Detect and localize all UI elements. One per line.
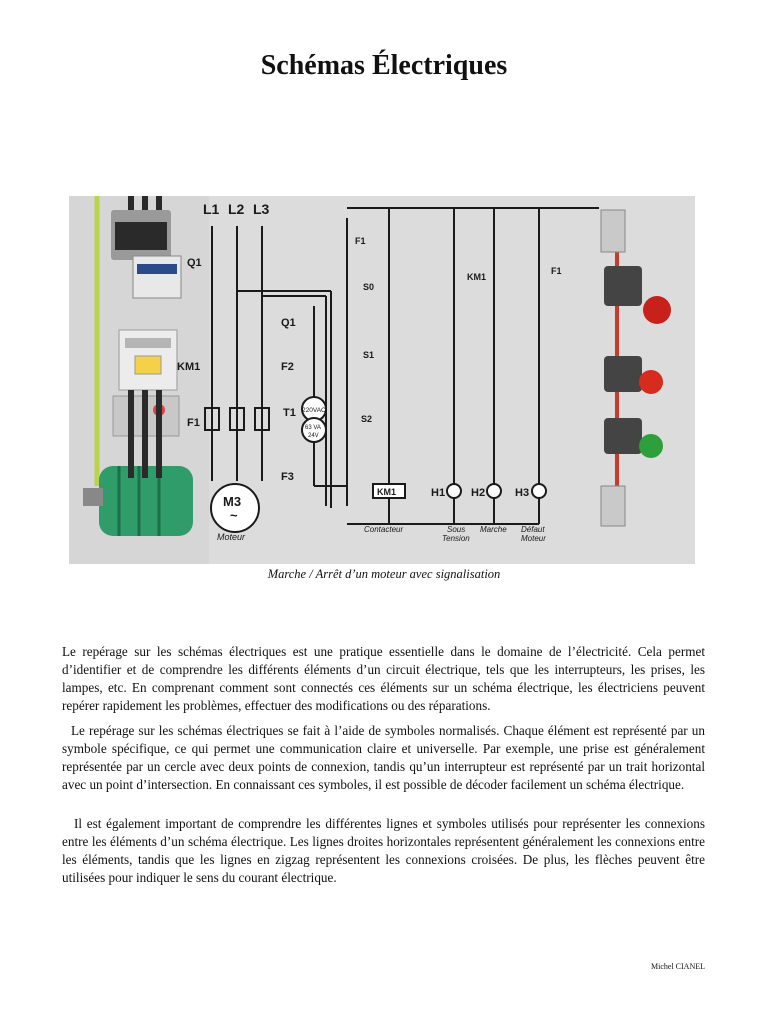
f2-label: F2 [281,361,294,373]
caption-tension: Tension [442,534,470,543]
lamp-h1-label: H1 [431,487,446,499]
wiring-diagram [69,196,695,564]
wiring-diagram-figure [69,196,695,564]
page-title: Schémas Électriques [260,50,508,81]
paragraph-1: Le repérage sur les schémas électriques est une pratique essentielle dans le domaine de l’électricité. Cela permet d’identifier et de comprendre les différents éléments d’un circuit électrique, tels que les interrupteurs, les prises, les lampes, etc. En comprenant comment sont connectés ces éléments sur un schéma électrique, les électriciens peuvent repérer rapidement les problèmes, effectuer des modifications ou des réparations. [62,644,705,713]
f3-label: F3 [281,471,294,483]
phase-label-l3: L3 [253,201,270,217]
motor-m3-label: M3 [223,494,242,509]
paragraph-2: Le repérage sur les schémas électriques se fait à l’aide de symboles normalisés. Chaque élément est représenté par un symbole spécifique, ce qui permet une communication claire et universelle. Par exemple, une prise est généralement représentée par un cercle avec deux points de connexion, tandis qu’un interrupteur est représenté par un trait horizontal avec un point d’intersection. En connaissant ces symboles, il est possible de décoder facilement un schéma électrique. [62,723,705,792]
caption-moteur: Moteur [521,534,546,543]
figure-caption: Marche / Arrêt d’un moteur avec signalisation [267,567,501,581]
transformer-primary-label: 220VAC [302,407,326,414]
caption-marche: Marche [480,525,507,534]
motor-tilde-label: ~ [230,508,238,523]
paragraph-3: Il est également important de comprendre les différentes lignes et symboles utilisés pour représenter les connexions entre les éléments d’un schéma électrique. Les lignes droites horizontales représentent généralement les connexions entre les éléments, tandis que les lignes en zigzag représentent les connexions croisées. De plus, les flèches peuvent être utilisées pour indiquer le sens du courant électrique. [62,816,705,885]
q1-aux-label: Q1 [281,317,296,329]
caption-contacteur: Contacteur [364,525,404,534]
caption-sous: Sous [447,525,466,534]
q1-label: Q1 [187,257,202,269]
control-f1-label: F1 [355,236,366,246]
lamp-h2-label: H2 [471,487,486,499]
author-footer: Michel CIANEL [651,962,705,971]
aux-km1-label: KM1 [467,272,487,282]
f1-label: F1 [187,417,200,429]
t1-label: T1 [283,407,296,419]
aux-f1-label: F1 [551,266,562,276]
phase-label-l2: L2 [228,201,245,217]
pushbutton-photos [601,210,671,526]
transformer-secondary-label-1: 63 VA [305,425,321,431]
coil-label: KM1 [377,487,397,497]
caption-defaut: Défaut [521,525,545,534]
lamp-h3-label: H3 [515,487,530,499]
s2-label: S2 [361,414,373,424]
signal-lamps [447,484,546,498]
power-circuit [205,208,599,524]
equipment-photo [69,196,209,564]
phase-label-l1: L1 [203,201,220,217]
km1-label: KM1 [177,361,201,373]
transformer-secondary-label-2: 24V [308,433,319,439]
s1-label: S1 [363,350,375,360]
motor-caption: Moteur [217,532,246,542]
s0-label: S0 [363,282,375,292]
